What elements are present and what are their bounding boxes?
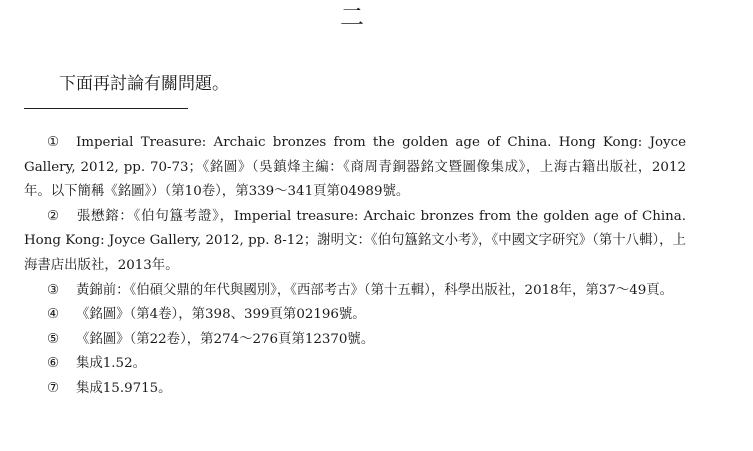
footnote-text: 集成1.52。 <box>76 356 146 372</box>
footnote-text: 集成15.9715。 <box>76 380 172 396</box>
footnote-marker: ④ <box>47 307 60 323</box>
footnote-separator <box>24 108 188 109</box>
intro-paragraph: 下面再討論有關問題。 <box>59 74 229 94</box>
footnote-7 <box>24 377 686 402</box>
footnote-text: Imperial Treasure: Archaic bronzes from the golden age of China. Hong Kong: Joyce Gallery, 2012, pp. 70-73；《銘圖》（吳鎮烽主編：《商周青銅器銘文暨圖像集成》，上海古籍出版社，2012年。以下簡稱《銘圖》）（第10卷），第339～341頁第04989號。 <box>24 135 686 200</box>
footnote-list <box>24 131 686 402</box>
footnote-marker: ⑥ <box>47 356 60 372</box>
footnote-marker: ③ <box>47 282 60 298</box>
footnote-2 <box>24 205 686 279</box>
section-heading: 二 <box>340 3 366 31</box>
footnote-marker: ① <box>47 135 60 150</box>
footnote-1 <box>24 131 686 205</box>
footnote-text: 《銘圖》（第4卷），第398、399頁第02196號。 <box>76 307 366 323</box>
footnote-5 <box>24 328 686 353</box>
footnote-text: 《銘圖》（第22卷），第274～276頁第12370號。 <box>76 331 375 347</box>
footnote-marker: ⑤ <box>47 331 60 347</box>
footnote-3 <box>24 279 686 304</box>
footnote-6 <box>24 352 686 377</box>
footnote-text: 張懋鎔：《伯句簋考證》，Imperial treasure: Archaic bronzes from the golden age of China. Hong Kong: Joyce Gallery, 2012, pp. 8-12；謝明文：《伯句簋銘文小考》，《中國文字研究》（第十八輯），上海書店出版社，2013年。 <box>24 208 686 273</box>
footnote-text: 黃錦前：《伯碩父鼎的年代與國別》，《西部考古》（第十五輯），科學出版社，2018年，第37～49頁。 <box>76 282 674 298</box>
footnote-marker: ② <box>47 208 60 224</box>
footnote-marker: ⑦ <box>47 380 60 396</box>
footnote-4 <box>24 303 686 328</box>
